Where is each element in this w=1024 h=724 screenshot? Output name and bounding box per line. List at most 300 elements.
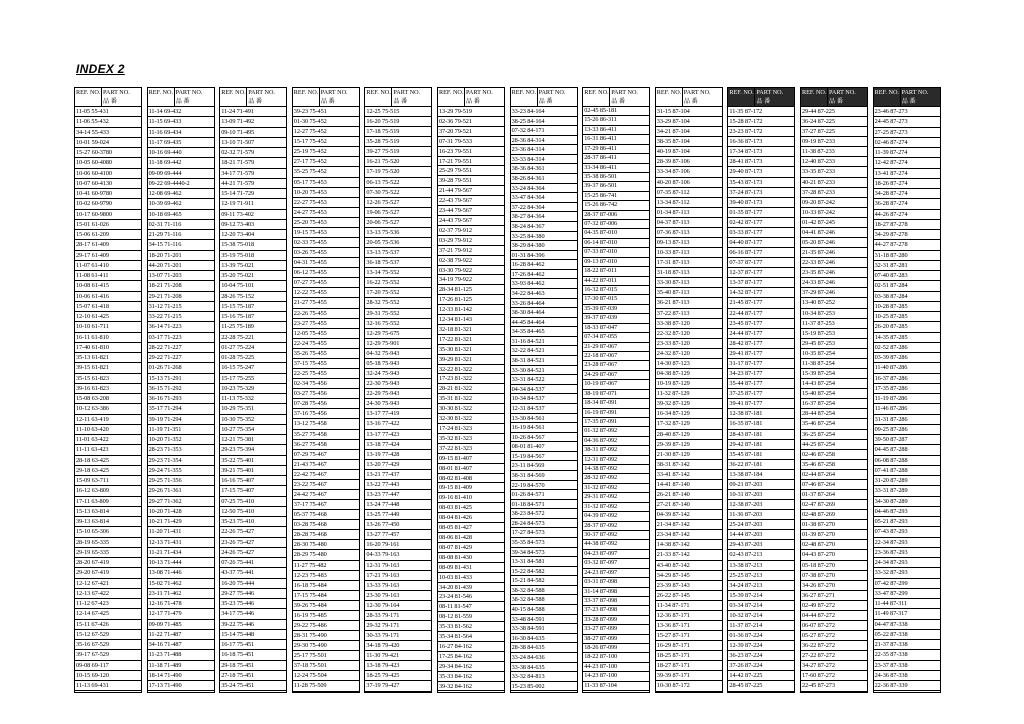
index-entry: 07-38 87-270 (801, 571, 867, 581)
index-entry: 11-21 71-434 (148, 548, 214, 558)
header-divider (754, 88, 755, 106)
index-entry: 28-32 75-552 (365, 298, 431, 308)
index-entry: 39-19 71-294 (148, 415, 214, 425)
index-entry: 12-23 75-483 (293, 571, 359, 581)
index-entry: 39-50 87-287 (874, 435, 940, 445)
index-entry: 11-01 63-422 (75, 435, 141, 445)
index-entry: 07-26 75-441 (220, 558, 286, 568)
index-entry: 20-05 75-536 (365, 238, 431, 248)
index-entry: 12-50 75-410 (220, 507, 286, 517)
index-entry: 37-22 84-364 (511, 203, 577, 213)
index-entry: 39-34 84-573 (511, 548, 577, 558)
index-entry: 34-28 87-274 (874, 189, 940, 199)
index-entry: 09-25 87-286 (874, 425, 940, 435)
index-entry: 44-23 87-100 (583, 663, 649, 672)
index-entry: 01-42 87-245 (801, 218, 867, 228)
index-entry: 08-06 81-428 (438, 533, 504, 543)
index-entry: 10-30 75-352 (220, 415, 286, 425)
index-entry: 11-28 75-509 (293, 681, 359, 691)
index-entry: 35-22 75-401 (220, 456, 286, 466)
index-entry: 22-27 75-453 (293, 198, 359, 208)
index-entry: 13-20 77-429 (365, 460, 431, 470)
index-entry: 16-36 87-173 (728, 137, 794, 147)
index-entry: 07-36 87-113 (656, 228, 722, 238)
index-entry: 32-30 81-322 (438, 414, 504, 424)
column-rows (148, 107, 214, 691)
index-entry: 09-15 81-407 (438, 454, 504, 464)
index-entry: 35-40 87-113 (656, 288, 722, 298)
index-entry: 07-33 87-010 (583, 248, 649, 257)
index-entry: 15-16 75-187 (220, 312, 286, 322)
index-entry: 34-29 87-145 (656, 571, 722, 581)
index-entry: 39-16 61-823 (75, 384, 141, 394)
index-entry: 35-25 75-452 (293, 167, 359, 177)
index-entry: 10-34 87-253 (801, 309, 867, 319)
index-entry: 23-46 87-273 (874, 107, 940, 117)
index-entry: 09-21 87-203 (728, 480, 794, 490)
index-entry: 35-23 75-446 (220, 599, 286, 609)
index-entry: 12-38 87-181 (728, 409, 794, 419)
index-entry: 24-26 75-427 (220, 548, 286, 558)
index-entry: 28-45 87-225 (728, 681, 794, 691)
index-column-2 (147, 87, 215, 693)
index-entry: 44-21 71-579 (220, 179, 286, 189)
index-entry: 33-24 84-636 (511, 653, 577, 663)
index-entry: 13-19 77-428 (365, 450, 431, 460)
index-entry: 29-25 71-356 (148, 476, 214, 486)
index-entry: 18-25 79-425 (365, 671, 431, 681)
index-entry: 04-43 87-270 (801, 550, 867, 560)
index-entry: 33-48 84-591 (511, 615, 577, 625)
index-entry: 30-37 87-092 (583, 531, 649, 540)
index-entry: 24-30 75-943 (365, 399, 431, 409)
index-entry: 05-18 75-943 (365, 359, 431, 369)
index-entry: 16-21 75-520 (365, 157, 431, 167)
index-entry: 31-12 71-215 (148, 302, 214, 312)
column-rows (75, 107, 141, 691)
index-entry: 16-17 75-451 (220, 640, 286, 650)
index-entry: 08-11 81-547 (438, 602, 504, 612)
index-entry: 15-23 85-002 (511, 682, 577, 692)
index-entry: 23-24 81-546 (438, 592, 504, 602)
index-entry: 13-23 77-447 (365, 490, 431, 500)
index-entry: 10-39 69-462 (148, 199, 214, 209)
part-no-header: PART NO. 品 番 (756, 89, 784, 105)
index-entry: 43-40 87-142 (656, 561, 722, 571)
index-entry: 39-37 87-039 (583, 314, 649, 323)
index-entry: 40-15 84-588 (511, 605, 577, 615)
ref-no-header: REF. NO. (656, 89, 682, 96)
index-entry: 01-26 71-268 (148, 363, 214, 373)
index-entry: 37-20 79-521 (438, 127, 504, 137)
index-entry: 17-35 87-091 (583, 418, 649, 427)
index-entry: 33-31 87-289 (874, 486, 940, 496)
index-entry: 34-27 87-272 (801, 661, 867, 671)
index-entry: 10-30 87-172 (656, 681, 722, 691)
index-entry: 13-13 75-537 (365, 248, 431, 258)
index-entry: 43-37 75-441 (220, 568, 286, 578)
index-entry: 39-22 75-446 (220, 620, 286, 630)
index-entry: 23-27 75-455 (293, 319, 359, 329)
index-entry: 16-20 75-519 (365, 117, 431, 127)
index-entry: 29-42 87-181 (728, 440, 794, 450)
index-entry: 04-23 87-097 (583, 550, 649, 559)
index-entry: 01-27 75-224 (220, 343, 286, 353)
index-entry: 21-27 75-455 (293, 298, 359, 308)
index-entry: 39-23 75-451 (293, 107, 359, 117)
index-entry: 33-34 86-411 (583, 164, 649, 173)
index-entry: 11-34 87-171 (656, 601, 722, 611)
index-entry: 15-39 87-214 (728, 591, 794, 601)
index-entry: 06-13 75-522 (365, 178, 431, 188)
index-entry: 22-24 75-455 (293, 339, 359, 349)
index-entry: 04-46 87-293 (874, 507, 940, 517)
index-entry: 17-24 81-323 (438, 424, 504, 434)
index-entry: 40-21 87-233 (801, 178, 867, 188)
index-entry: 10-29 75-351 (220, 404, 286, 414)
index-entry: 31-20 87-289 (874, 476, 940, 486)
index-entry: 24-23 87-097 (583, 569, 649, 578)
index-entry: 38-32 84-588 (511, 595, 577, 605)
index-entry: 39-27 75-519 (365, 147, 431, 157)
index-entry: 15-02 71-462 (148, 579, 214, 589)
index-entry: 12-39 87-224 (728, 641, 794, 651)
index-entry: 18-27 87-171 (656, 661, 722, 671)
index-entry: 29-31 75-552 (365, 309, 431, 319)
index-entry: 25-17 75-501 (293, 651, 359, 661)
index-entry: 12-42 87-274 (874, 158, 940, 168)
index-entry: 23-39 87-143 (656, 581, 722, 591)
index-entry: 20-06 75-527 (365, 218, 431, 228)
index-entry: 16-37 87-254 (801, 399, 867, 409)
index-entry: 28-26 75-152 (220, 292, 286, 302)
index-entry: 24-45 87-273 (874, 117, 940, 127)
index-entry: 01-35 87-177 (728, 208, 794, 218)
index-entry: 22-44 87-177 (728, 309, 794, 319)
index-entry: 16-29 87-171 (656, 641, 722, 651)
index-entry: 34-17 75-446 (220, 609, 286, 619)
index-entry: 34-16 71-487 (148, 640, 214, 650)
part-no-header: PART NO. 品 番 (175, 89, 203, 105)
index-entry: 37-16 75-456 (293, 409, 359, 419)
index-entry: 11-40 87-286 (874, 363, 940, 373)
index-entry: 16-20 75-444 (220, 579, 286, 589)
index-entry: 35-24 75-451 (220, 681, 286, 691)
index-entry: 32-31 87-281 (874, 261, 940, 271)
index-entry: 09-15 81-409 (438, 483, 504, 493)
index-entry: 01-18 84-571 (511, 500, 577, 510)
index-entry: 28-37 87-092 (583, 522, 649, 531)
index-entry: 04-41 87-246 (801, 228, 867, 238)
index-entry: 33-30 84-521 (511, 366, 577, 376)
index-entry: 03-27 75-456 (293, 389, 359, 399)
index-entry: 01-28 75-225 (220, 353, 286, 363)
index-entry: 34-35 84-465 (511, 327, 577, 337)
index-entry: 38-29 84-380 (511, 241, 577, 251)
index-entry: 33-34 87-106 (656, 167, 722, 177)
index-entry: 10-31 87-203 (728, 490, 794, 500)
header-divider (319, 88, 320, 106)
index-entry: 06-08 87-288 (874, 456, 940, 466)
index-entry: 05-37 75-468 (293, 510, 359, 520)
index-entry: 36-27 75-458 (293, 440, 359, 450)
header-divider (174, 88, 175, 106)
index-entry: 15-15 75-187 (220, 302, 286, 312)
part-no-header: PART NO. 品 番 (901, 89, 929, 105)
index-entry: 31-15 87-104 (656, 107, 722, 117)
index-entry: 02-38 79-922 (438, 256, 504, 266)
index-entry: 11-19 87-286 (874, 394, 940, 404)
ref-no-header: REF. NO. (366, 89, 391, 96)
part-no-header: PART NO. 品 番 (103, 89, 130, 105)
index-entry: 03-38 87-284 (874, 292, 940, 302)
index-entry: 23-30 79-163 (365, 591, 431, 601)
index-entry: 38-31 84-521 (511, 356, 577, 366)
index-entry: 29-22 71-227 (148, 353, 214, 363)
index-entry: 09-13 87-010 (583, 258, 649, 267)
index-entry: 32-22 84-521 (511, 346, 577, 356)
index-entry: 12-05 75-455 (293, 329, 359, 339)
index-entry: 34-19 79-922 (438, 275, 504, 285)
index-entry: 38-31 87-142 (656, 460, 722, 470)
index-entry: 38-27 84-364 (511, 212, 577, 222)
index-entry: 31-31 87-286 (874, 415, 940, 425)
index-entry: 16-15 75-247 (220, 363, 286, 373)
index-entry: 10-12 63-386 (75, 404, 141, 414)
index-entry: 15-28 87-172 (728, 117, 794, 127)
index-entry: 01-38 87-270 (801, 520, 867, 530)
index-entry: 21-30 87-129 (656, 450, 722, 460)
index-entry: 29-44 87-225 (801, 107, 867, 117)
index-entry: 08-12 81-559 (438, 612, 504, 622)
index-entry: 02-46 87-274 (874, 138, 940, 148)
index-entry: 15-01 61-026 (75, 220, 141, 230)
index-entry: 04-31 75-455 (293, 258, 359, 268)
index-entry: 30-33 79-171 (365, 631, 431, 641)
header-divider (900, 88, 901, 106)
index-entry: 37-22 81-323 (438, 444, 504, 454)
index-entry: 12-27 75-452 (293, 127, 359, 137)
index-entry: 08-05 81-427 (438, 523, 504, 533)
index-entry: 32-24 75-943 (365, 369, 431, 379)
index-entry: 16-16 75-407 (220, 476, 286, 486)
index-entry: 28-18 63-425 (75, 456, 141, 466)
index-entry: 24-32 87-120 (656, 349, 722, 359)
index-entry: 34-30 87-289 (874, 497, 940, 507)
column-header (728, 88, 794, 107)
index-entry: 08-02 81-408 (438, 474, 504, 484)
index-entry: 10-23 75-329 (220, 384, 286, 394)
index-entry: 11-15 69-433 (148, 117, 214, 127)
index-entry: 03-34 87-214 (728, 601, 794, 611)
column-header (874, 88, 940, 107)
index-entry: 44-38 87-092 (583, 540, 649, 549)
index-entry: 37-17 75-467 (293, 500, 359, 510)
index-entry: 10-03 81-433 (438, 573, 504, 583)
index-entry: 15-13 63-814 (75, 507, 141, 517)
index-entry: 02-31 71-116 (148, 220, 214, 230)
index-entry: 37-24 87-173 (728, 188, 794, 198)
index-entry: 38-30 84-464 (511, 308, 577, 318)
index-entry: 33-32 87-293 (874, 568, 940, 578)
index-entry: 34-21 87-104 (656, 127, 722, 137)
index-entry: 13-17 77-423 (365, 430, 431, 440)
index-entry: 15-06 61-209 (75, 230, 141, 240)
index-entry: 04-39 87-142 (656, 510, 722, 520)
column-header (656, 88, 722, 107)
index-entry: 01-39 87-270 (801, 530, 867, 540)
index-entry: 26-21 87-140 (656, 490, 722, 500)
column-rows (293, 107, 359, 692)
index-entry: 15-26 86-742 (583, 201, 649, 210)
index-entry: 12-20 73-404 (220, 230, 286, 240)
index-entry: 12-11 63-419 (75, 415, 141, 425)
index-entry: 39-41 87-177 (728, 399, 794, 409)
index-entry: 10-25 87-285 (874, 312, 940, 322)
index-entry: 13-13 75-536 (365, 228, 431, 238)
index-entry: 23-37 87-338 (874, 661, 940, 671)
index-entry: 10-01 59-024 (75, 138, 141, 148)
index-entry: 33-38 84-635 (511, 663, 577, 673)
index-entry: 06-16 87-177 (728, 248, 794, 258)
index-entry: 10-26 84-567 (511, 433, 577, 443)
index-entry: 10-41 60-9780 (75, 189, 141, 199)
ref-no-header: REF. NO. (584, 89, 609, 96)
index-entry: 37-22 87-113 (656, 309, 722, 319)
index-entry: 39-32 87-129 (656, 399, 722, 409)
index-entry: 27-21 87-140 (656, 500, 722, 510)
index-entry: 07-40 87-283 (874, 271, 940, 281)
index-entry: 44-26 87-274 (874, 210, 940, 220)
index-entry: 35-46 87-258 (801, 460, 867, 470)
index-entry: 03-29 79-912 (438, 236, 504, 246)
index-entry: 10-17 60-9800 (75, 210, 141, 220)
index-entry: 34-20 81-439 (438, 583, 504, 593)
index-entry: 18-25 87-171 (656, 651, 722, 661)
index-entry: 11-11 63-423 (75, 445, 141, 455)
index-entry: 35-20 75-021 (220, 271, 286, 281)
index-entry: 33-35 87-233 (801, 167, 867, 177)
index-entry: 07-27 75-455 (293, 278, 359, 288)
index-entry: 01-31 84-396 (511, 251, 577, 261)
index-entry: 04-44 87-272 (801, 611, 867, 621)
index-entry: 35-15 61-823 (75, 374, 141, 384)
index-entry: 18-27 87-278 (874, 220, 940, 230)
index-entry: 12-40 87-233 (801, 157, 867, 167)
index-entry: 01-36 87-224 (728, 631, 794, 641)
index-entry: 26-20 87-285 (874, 322, 940, 332)
part-no-header: PART NO. 品 番 (829, 89, 856, 105)
index-entry: 11-44 87-311 (874, 599, 940, 609)
index-entry: 15-26 86-311 (583, 116, 649, 125)
index-entry: 17-35 87-286 (874, 384, 940, 394)
index-entry: 17-60 87-272 (801, 671, 867, 681)
index-entry: 23-26 75-427 (220, 538, 286, 548)
index-entry: 17-27 84-573 (511, 528, 577, 538)
index-entry: 28-40 87-129 (656, 430, 722, 440)
index-entry: 13-41 87-274 (874, 169, 940, 179)
index-entry: 39-15 61-821 (75, 363, 141, 373)
column-rows (801, 107, 867, 692)
index-entry: 35-34 81-564 (438, 632, 504, 642)
index-entry: 35-28 75-519 (365, 137, 431, 147)
index-entry: 10-08 61-415 (75, 281, 141, 291)
index-entry: 22-18 87-067 (583, 352, 649, 361)
index-entry: 36-15 71-292 (148, 384, 214, 394)
ref-no-header: REF. NO. (802, 89, 827, 96)
index-entry: 38-31 84-569 (511, 471, 577, 481)
index-entry: 12-19 71-911 (220, 199, 286, 209)
index-entry: 34-15 71-116 (148, 240, 214, 250)
index-entry: 33-37 87-098 (583, 597, 649, 606)
ref-no-header: REF. NO. (293, 89, 319, 96)
index-entry: 28-36 84-314 (511, 136, 577, 146)
index-entry: 33-23 84-164 (511, 107, 577, 117)
header-divider (464, 88, 465, 106)
index-entry: 18-33 87-047 (583, 324, 649, 333)
index-entry: 15-19 87-253 (801, 329, 867, 339)
index-entry: 09-22 69-4440-2 (148, 179, 214, 189)
index-entry: 33-29 87-104 (656, 117, 722, 127)
index-entry: 04-45 87-288 (874, 445, 940, 455)
index-entry: 13-10 71-507 (220, 138, 286, 148)
index-entry: 03-28 75-468 (293, 520, 359, 530)
column-rows (583, 107, 649, 691)
index-entry: 38-25 84-164 (511, 117, 577, 127)
index-entry: 12-12 67-421 (75, 579, 141, 589)
index-entry: 34-14 55-433 (75, 128, 141, 138)
index-entry: 35-45 87-181 (728, 450, 794, 460)
index-entry: 22-32 87-120 (656, 329, 722, 339)
index-entry: 17-32 87-129 (656, 419, 722, 429)
index-entry: 39-28 79-551 (438, 176, 504, 186)
index-entry: 13-26 77-450 (365, 520, 431, 530)
index-entry: 28-41 87-173 (728, 157, 794, 167)
index-entry: 44-20 71-201 (148, 261, 214, 271)
index-entry: 12-22 75-455 (293, 288, 359, 298)
ref-no-header: REF. NO. (221, 89, 246, 96)
index-entry: 05-18 87-270 (801, 561, 867, 571)
index-column-10 (727, 87, 795, 693)
column-header (365, 88, 431, 107)
column-rows (656, 107, 722, 692)
index-entry: 28-39 87-106 (656, 157, 722, 167)
index-entry: 37-15 75-455 (293, 359, 359, 369)
index-entry: 35-19 75-018 (220, 251, 286, 261)
index-entry: 12-13 71-431 (148, 538, 214, 548)
index-entry: 12-31 79-163 (365, 561, 431, 571)
index-entry: 04-36 87-092 (583, 437, 649, 446)
index-entry: 33-28 87-099 (583, 616, 649, 625)
index-entry: 13-39 75-021 (220, 261, 286, 271)
index-entry: 29-18 63-425 (75, 466, 141, 476)
index-entry: 10-33 87-242 (801, 208, 867, 218)
index-entry: 39-32 84-162 (438, 682, 504, 692)
index-entry: 02-33 75-455 (293, 238, 359, 248)
index-entry: 09-20 87-242 (801, 198, 867, 208)
index-entry: 05-27 87-272 (801, 631, 867, 641)
index-entry: 35-31 81-322 (438, 394, 504, 404)
index-entry: 16-18 75-451 (220, 650, 286, 660)
index-entry: 35-16 67-529 (75, 640, 141, 650)
index-entry: 02-48 87-270 (801, 540, 867, 550)
index-entry: 27-18 75-451 (220, 671, 286, 681)
index-entry: 15-39 87-254 (801, 369, 867, 379)
index-entry: 29-27 75-446 (220, 589, 286, 599)
index-entry: 14-35 87-285 (874, 333, 940, 343)
index-entry: 37-18 75-501 (293, 661, 359, 671)
index-entry: 12-33 81-142 (438, 305, 504, 315)
